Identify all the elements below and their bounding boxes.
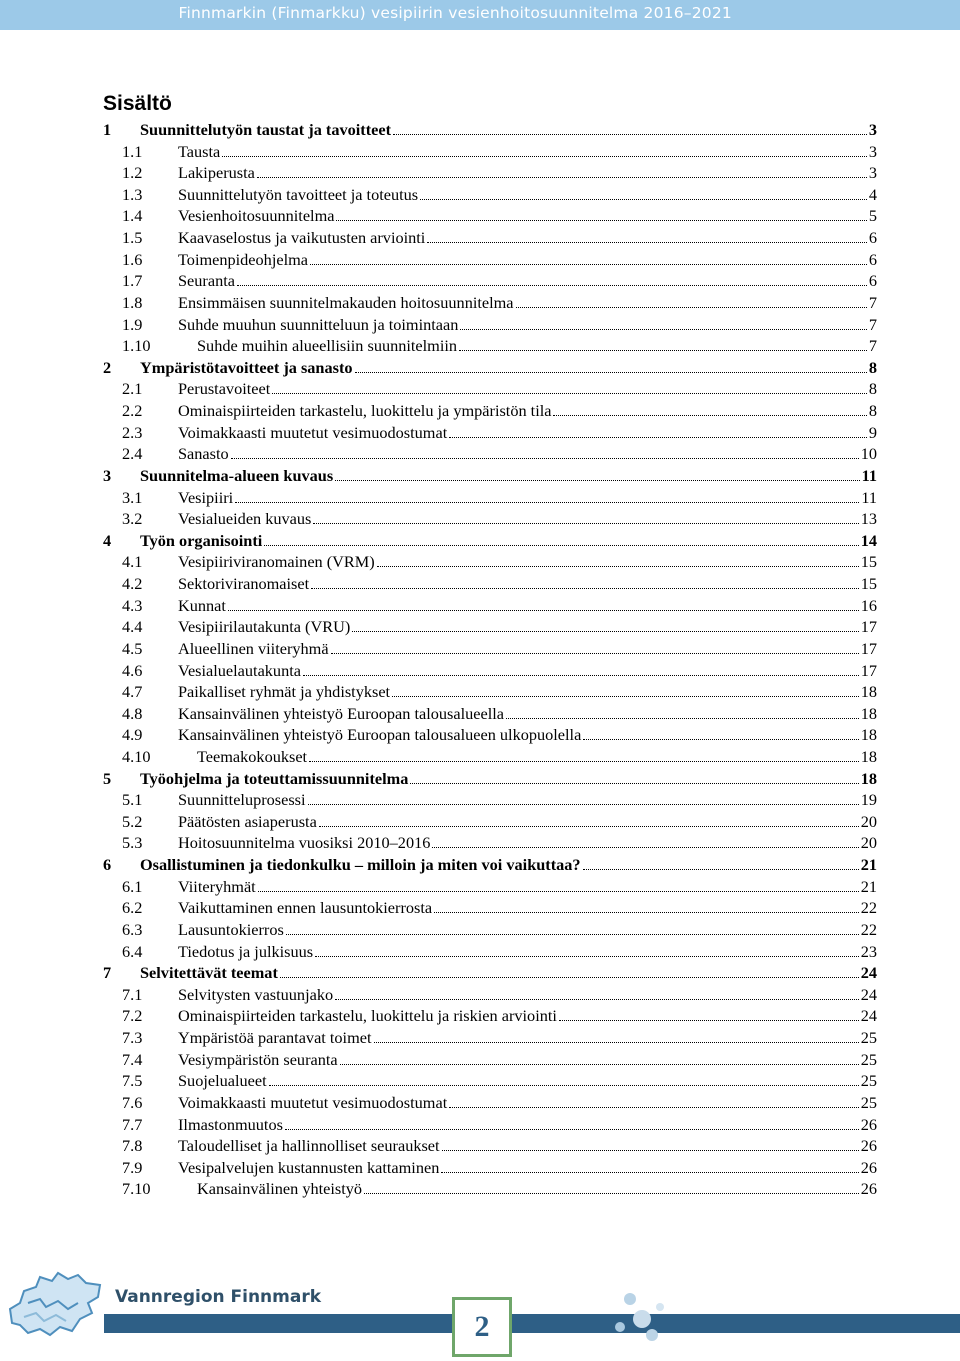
toc-entry-page: 24 <box>860 984 877 1004</box>
toc-entry-number: 4.6 <box>122 660 143 680</box>
toc-entry[interactable] <box>0 357 960 378</box>
toc-entry-title: Ympäristöä parantavat toimet <box>178 1028 372 1048</box>
toc-entry-title: Kansainvälinen yhteistyö Euroopan talousalueella <box>178 703 504 723</box>
toc-entry-title: Työohjelma ja toteuttamissuunnitelma <box>140 768 409 788</box>
toc-dot-leader <box>272 393 867 394</box>
toc-dot-leader <box>355 372 867 373</box>
toc-entry[interactable] <box>0 854 960 875</box>
toc-entry-title: Sanasto <box>178 444 229 464</box>
toc-dot-leader <box>280 977 859 978</box>
toc-entry-page: 24 <box>860 963 877 983</box>
toc-entry[interactable] <box>0 184 960 205</box>
toc-entry-page: 20 <box>860 811 877 831</box>
toc-entry[interactable] <box>0 314 960 335</box>
toc-entry-number: 7.7 <box>122 1114 143 1134</box>
toc-entry[interactable] <box>0 832 960 853</box>
toc-entry-number: 4.3 <box>122 595 143 615</box>
toc-entry-page: 8 <box>868 401 877 421</box>
toc-entry-page: 23 <box>860 941 877 961</box>
toc-entry-title: Kaavaselostus ja vaikutusten arviointi <box>178 228 426 248</box>
toc-entry-page: 7 <box>868 336 877 356</box>
toc-entry[interactable] <box>0 162 960 183</box>
toc-dot-leader <box>441 1172 859 1173</box>
toc-entry-page: 18 <box>860 746 877 766</box>
toc-entry[interactable] <box>0 378 960 399</box>
toc-entry-number: 4.1 <box>122 552 143 572</box>
toc-entry-number: 6.1 <box>122 876 143 896</box>
toc-entry-number: 7.4 <box>122 1049 143 1069</box>
toc-entry-page: 16 <box>860 595 877 615</box>
toc-entry-page: 3 <box>868 141 877 161</box>
toc-entry[interactable] <box>0 551 960 572</box>
toc-entry-title: Suunnittelutyön tavoitteet ja toteutus <box>178 184 419 204</box>
toc-entry-number: 7.10 <box>122 1179 151 1199</box>
toc-entry-number: 3.1 <box>122 487 143 507</box>
toc-entry-title: Kunnat <box>178 595 226 615</box>
toc-entry-page: 4 <box>868 184 877 204</box>
toc-entry-page: 8 <box>868 357 877 377</box>
toc-entry-number: 7.5 <box>122 1071 143 1091</box>
toc-entry-number: 4.9 <box>122 725 143 745</box>
toc-entry-number: 1 <box>103 120 112 139</box>
header-bar <box>0 0 960 30</box>
toc-entry-title: Kansainvälinen yhteistyö <box>197 1179 363 1199</box>
toc-entry[interactable] <box>0 249 960 270</box>
toc-dot-leader <box>310 264 867 265</box>
toc-entry-number: 7.9 <box>122 1157 143 1177</box>
toc-dot-leader <box>420 199 867 200</box>
toc-dot-leader <box>286 934 859 935</box>
toc-dot-leader <box>258 891 859 892</box>
toc-entry[interactable] <box>0 335 960 356</box>
toc-dot-leader <box>303 675 859 676</box>
toc-entry-number: 5.2 <box>122 811 143 831</box>
toc-entry[interactable] <box>0 638 960 659</box>
page-number: 2 <box>452 1297 512 1357</box>
toc-entry-page: 9 <box>868 422 877 442</box>
toc-entry-page: 18 <box>860 703 877 723</box>
toc-entry-number: 6.4 <box>122 941 143 961</box>
toc-entry[interactable] <box>0 141 960 162</box>
toc-entry[interactable] <box>0 941 960 962</box>
toc-entry-title: Selvitettävät teemat <box>140 963 278 983</box>
toc-entry-number: 7.2 <box>122 1006 143 1026</box>
toc-entry[interactable] <box>0 789 960 810</box>
toc-entry-number: 5 <box>103 768 112 788</box>
toc-entry-number: 2 <box>103 357 112 377</box>
toc-entry-page: 6 <box>868 228 877 248</box>
toc-entry-page: 14 <box>860 530 877 550</box>
toc-entry[interactable] <box>0 422 960 443</box>
toc-entry-page: 25 <box>860 1092 877 1112</box>
toc-entry-title: Vesipiirilautakunta (VRU) <box>178 617 351 637</box>
brand-name: Vannregion Finnmark <box>115 1287 322 1307</box>
toc-entry-title: Vesipalvelujen kustannusten kattaminen <box>178 1157 440 1177</box>
toc-entry[interactable] <box>0 811 960 832</box>
toc-entry-number: 5.1 <box>122 790 143 810</box>
toc-entry-title: Teemakokoukset <box>197 746 308 766</box>
toc-entry-number: 1.7 <box>122 271 143 291</box>
toc-dot-leader <box>410 783 859 784</box>
toc-dot-leader <box>257 177 867 178</box>
toc-entry[interactable] <box>0 616 960 637</box>
toc-heading: Sisältö <box>103 92 172 115</box>
toc-dot-leader <box>340 1064 859 1065</box>
toc-entry-page: 18 <box>860 725 877 745</box>
toc-entry-page: 13 <box>860 509 877 529</box>
toc-entry-title: Seuranta <box>178 271 235 291</box>
toc-entry[interactable] <box>0 1157 960 1178</box>
toc-entry-title: Voimakkaasti muutetut vesimuodostumat <box>178 422 448 442</box>
toc-dot-leader <box>235 502 859 503</box>
toc-entry-title: Tausta <box>178 141 221 161</box>
toc-entry-title: Ilmastonmuutos <box>178 1114 283 1134</box>
toc-entry-page: 26 <box>860 1179 877 1199</box>
toc-entry-title: Suhde muihin alueellisiin suunnitelmiin <box>197 336 458 356</box>
toc-dot-leader <box>427 242 867 243</box>
toc-entry-number: 4.8 <box>122 703 143 723</box>
toc-dot-leader <box>319 826 859 827</box>
toc-entry-page: 20 <box>860 833 877 853</box>
toc-dot-leader <box>237 285 867 286</box>
toc-entry-title: Lausuntokierros <box>178 919 284 939</box>
toc-entry-number: 6 <box>103 855 112 875</box>
toc-dot-leader <box>308 804 859 805</box>
toc-entry-page: 8 <box>868 379 877 399</box>
toc-entry-page: 25 <box>860 1071 877 1091</box>
toc-dot-leader <box>434 912 859 913</box>
toc-dot-leader <box>335 999 859 1000</box>
toc-dot-leader <box>583 739 859 740</box>
toc-entry-title: Suunnitteluprosessi <box>178 790 306 810</box>
water-drops-icon <box>590 1285 700 1345</box>
toc-entry-title: Työn organisointi <box>140 530 263 550</box>
toc-entry[interactable] <box>0 660 960 681</box>
toc-entry-title: Toimenpideohjelma <box>178 249 308 269</box>
toc-entry[interactable] <box>0 746 960 767</box>
toc-entry-page: 17 <box>860 617 877 637</box>
toc-entry-number: 3 <box>103 465 112 485</box>
toc-entry-page: 11 <box>861 487 877 507</box>
toc-entry-title: Viiteryhmät <box>178 876 256 896</box>
toc-entry-title: Vesipiiri <box>178 487 234 507</box>
toc-entry-title: Ominaispiirteiden tarkastelu, luokittelu ja ympäristön tila <box>178 401 552 421</box>
toc-entry[interactable] <box>0 984 960 1005</box>
toc-entry-title: Sektoriviranomaiset <box>178 574 310 594</box>
toc-entry[interactable] <box>0 1114 960 1135</box>
toc-entry-page: 18 <box>860 682 877 702</box>
toc-dot-leader <box>352 631 859 632</box>
toc-entry-number: 2.4 <box>122 444 143 464</box>
toc-dot-leader <box>313 523 859 524</box>
toc-entry[interactable] <box>0 962 960 983</box>
toc-entry-page: 17 <box>860 660 877 680</box>
toc-entry-title: Suunnittelutyön taustat ja tavoitteet <box>140 120 391 139</box>
toc-entry[interactable] <box>0 227 960 248</box>
toc-entry-title: Ensimmäisen suunnitelmakauden hoitosuunnitelma <box>178 292 514 312</box>
toc-entry[interactable] <box>0 768 960 789</box>
toc-entry[interactable] <box>0 1178 960 1199</box>
toc-entry-page: 22 <box>860 919 877 939</box>
toc-dot-leader <box>393 134 867 135</box>
toc-entry-title: Selvitysten vastuunjako <box>178 984 334 1004</box>
toc-entry[interactable] <box>0 703 960 724</box>
toc-entry-title: Perustavoiteet <box>178 379 271 399</box>
toc-entry-number: 2.2 <box>122 401 143 421</box>
toc-dot-leader <box>222 156 867 157</box>
toc-dot-leader <box>460 329 867 330</box>
toc-dot-leader <box>309 761 859 762</box>
toc-dot-leader <box>432 847 859 848</box>
toc-dot-leader <box>335 480 860 481</box>
toc-entry-title: Tiedotus ja julkisuus <box>178 941 314 961</box>
toc-entry[interactable] <box>0 1092 960 1113</box>
toc-entry[interactable] <box>0 681 960 702</box>
toc-entry-page: 26 <box>860 1157 877 1177</box>
toc-entry-title: Vesiympäristön seuranta <box>178 1049 338 1069</box>
toc-entry-title: Lakiperusta <box>178 163 255 183</box>
toc-entry[interactable] <box>0 1005 960 1026</box>
toc-entry-number: 2.1 <box>122 379 143 399</box>
toc-entry-number: 4 <box>103 530 112 550</box>
toc-entry-number: 6.2 <box>122 898 143 918</box>
toc-entry-page: 25 <box>860 1028 877 1048</box>
toc-entry-number: 4.10 <box>122 746 151 766</box>
toc-entry-number: 1.3 <box>122 184 143 204</box>
toc-dot-leader <box>506 718 859 719</box>
toc-entry-number: 5.3 <box>122 833 143 853</box>
toc-dot-leader <box>228 610 859 611</box>
toc-entry[interactable] <box>0 1070 960 1091</box>
toc-entry-title: Hoitosuunnitelma vuosiksi 2010–2016 <box>178 833 431 853</box>
toc-entry-number: 4.5 <box>122 638 143 658</box>
toc-entry-title: Suojelualueet <box>178 1071 267 1091</box>
toc-dot-leader <box>231 458 859 459</box>
toc-entry-page: 7 <box>868 314 877 334</box>
toc-entry-number: 4.4 <box>122 617 143 637</box>
toc-entry-number: 1.9 <box>122 314 143 334</box>
toc-entry-title: Suunnitelma-alueen kuvaus <box>140 465 334 485</box>
toc-entry-number: 7.8 <box>122 1136 143 1156</box>
toc-entry-page: 3 <box>868 163 877 183</box>
toc-entry[interactable] <box>0 487 960 508</box>
toc-entry-page: 18 <box>860 768 877 788</box>
toc-entry-number: 4.2 <box>122 574 143 594</box>
toc-dot-leader <box>364 1193 859 1194</box>
document-title: Finnmarkin (Finmarkku) vesipiirin vesienhoitosuunnitelma 2016–2021 <box>178 4 732 22</box>
finnmark-map-icon <box>6 1269 106 1339</box>
toc-entry-page: 6 <box>868 271 877 291</box>
toc-entry-number: 1.6 <box>122 249 143 269</box>
footer <box>0 1255 960 1361</box>
toc-entry-title: Vesialueiden kuvaus <box>178 509 312 529</box>
toc-entry-title: Taloudelliset ja hallinnolliset seuraukset <box>178 1136 440 1156</box>
toc-dot-leader <box>264 545 859 546</box>
toc-entry[interactable] <box>0 530 960 551</box>
toc-entry[interactable] <box>0 573 960 594</box>
toc-entry-title: Voimakkaasti muutetut vesimuodostumat <box>178 1092 448 1112</box>
toc-entry-title: Suhde muuhun suunnitteluun ja toimintaan <box>178 314 459 334</box>
toc-entry-title: Vesialuelautakunta <box>178 660 301 680</box>
toc-dot-leader <box>377 566 859 567</box>
toc-dot-leader <box>315 956 859 957</box>
toc-entry[interactable] <box>0 919 960 940</box>
toc-entry-page: 19 <box>860 790 877 810</box>
toc-entry[interactable] <box>0 400 960 421</box>
toc-dot-leader <box>459 350 867 351</box>
toc-entry-title: Osallistuminen ja tiedonkulku – milloin ja miten voi vaikuttaa? <box>140 855 581 875</box>
toc-entry-title: Paikalliset ryhmät ja yhdistykset <box>178 682 391 702</box>
toc-entry-page: 21 <box>860 876 877 896</box>
toc-dot-leader <box>559 1020 859 1021</box>
toc-entry-number: 1.2 <box>122 163 143 183</box>
toc-dot-leader <box>442 1150 859 1151</box>
toc-entry-number: 2.3 <box>122 422 143 442</box>
toc-entry-number: 1.4 <box>122 206 143 226</box>
toc-entry-page: 17 <box>860 638 877 658</box>
toc-dot-leader <box>583 869 859 870</box>
toc-entry-number: 6.3 <box>122 919 143 939</box>
toc-entry-title: Alueellinen viiteryhmä <box>178 638 329 658</box>
toc-dot-leader <box>331 653 859 654</box>
toc-entry[interactable] <box>0 897 960 918</box>
toc-dot-leader <box>553 415 867 416</box>
toc-entry-title: Päätösten asiaperusta <box>178 811 317 831</box>
toc-entry-number: 7.6 <box>122 1092 143 1112</box>
toc-entry-page: 11 <box>861 465 877 485</box>
toc-entry-number: 1.1 <box>122 141 143 161</box>
toc-entry-number: 4.7 <box>122 682 143 702</box>
toc-entry-page: 3 <box>868 120 877 139</box>
toc-entry[interactable] <box>0 205 960 226</box>
toc-dot-leader <box>269 1085 859 1086</box>
toc-entry-title: Kansainvälinen yhteistyö Euroopan talousalueen ulkopuolella <box>178 725 582 745</box>
toc-dot-leader <box>392 696 859 697</box>
toc-entry-number: 7.3 <box>122 1028 143 1048</box>
toc-entry-title: Ympäristötavoitteet ja sanasto <box>140 357 353 377</box>
footer-stripe <box>104 1314 960 1333</box>
toc-entry-number: 3.2 <box>122 509 143 529</box>
toc-entry-page: 5 <box>868 206 877 226</box>
toc-entry[interactable] <box>0 508 960 529</box>
toc-entry-page: 26 <box>860 1114 877 1134</box>
toc-entry-number: 1.5 <box>122 228 143 248</box>
toc-entry-page: 10 <box>860 444 877 464</box>
toc-entry-page: 6 <box>868 249 877 269</box>
toc-dot-leader <box>449 1107 859 1108</box>
toc-entry-page: 22 <box>860 898 877 918</box>
toc-dot-leader <box>374 1042 859 1043</box>
toc-entry-number: 7.1 <box>122 984 143 1004</box>
toc-entry-page: 7 <box>868 292 877 312</box>
toc-entry-page: 25 <box>860 1049 877 1069</box>
toc-entry[interactable] <box>0 292 960 313</box>
toc-entry[interactable] <box>0 1027 960 1048</box>
toc-entry-number: 1.8 <box>122 292 143 312</box>
toc-dot-leader <box>449 437 867 438</box>
toc-entry[interactable] <box>0 465 960 486</box>
toc-entry[interactable] <box>0 1135 960 1156</box>
toc-entry-page: 26 <box>860 1136 877 1156</box>
toc-entry-title: Vesipiiriviranomainen (VRM) <box>178 552 375 572</box>
toc-entry[interactable] <box>0 270 960 291</box>
toc-dot-leader <box>311 588 859 589</box>
toc-entry[interactable] <box>0 724 960 745</box>
toc-entry[interactable] <box>0 1049 960 1070</box>
toc-entry[interactable] <box>0 876 960 897</box>
toc-entry-title: Ominaispiirteiden tarkastelu, luokittelu ja riskien arviointi <box>178 1006 557 1026</box>
toc-entry-page: 15 <box>860 552 877 572</box>
toc-entry-number: 1.10 <box>122 336 151 356</box>
toc-entry-number: 7 <box>103 963 112 983</box>
toc-dot-leader <box>516 307 867 308</box>
toc-entry-title: Vesienhoitosuunnitelma <box>178 206 335 226</box>
toc-entry[interactable] <box>0 595 960 616</box>
toc-entry-title: Vaikuttaminen ennen lausuntokierrosta <box>178 898 433 918</box>
toc-entry-page: 24 <box>860 1006 877 1026</box>
toc-entry-page: 15 <box>860 574 877 594</box>
toc-dot-leader <box>336 220 867 221</box>
toc-entry[interactable] <box>0 119 960 140</box>
toc-dot-leader <box>285 1129 859 1130</box>
toc-entry-page: 21 <box>860 855 877 875</box>
toc-entry[interactable] <box>0 443 960 464</box>
